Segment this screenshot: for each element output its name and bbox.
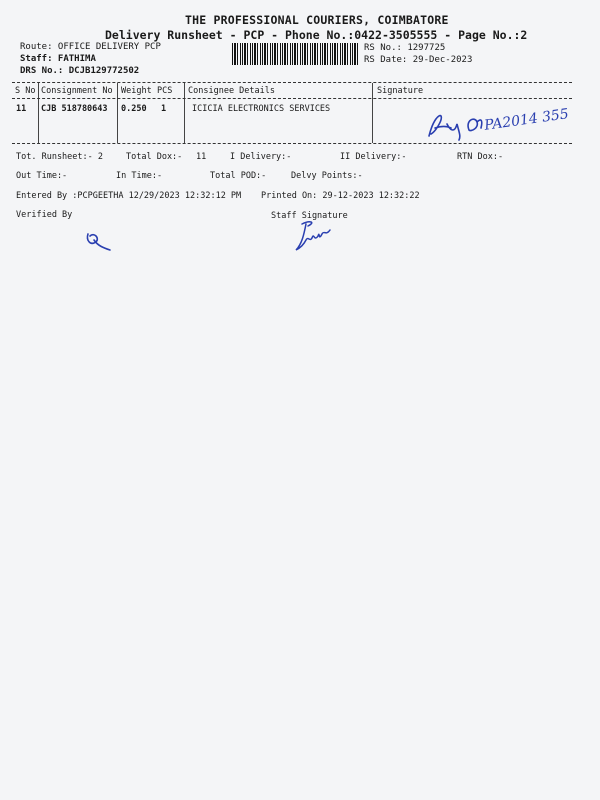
delvy-points: Delvy Points:- — [291, 171, 363, 181]
staff-signature — [292, 218, 338, 260]
table-top-rule — [12, 82, 572, 83]
col-header-pcs: PCS — [157, 86, 173, 96]
verifier-initial — [82, 230, 112, 256]
route-label: Route: OFFICE DELIVERY PCP — [20, 42, 161, 52]
company-title: THE PROFESSIONAL COURIERS, COIMBATORE — [185, 13, 449, 27]
cell-pcs: 1 — [161, 104, 167, 114]
cell-consignment: CJB 518780643 — [41, 104, 108, 114]
entered-by: Entered By :PCPGEETHA 12/29/2023 12:32:12 PM — [16, 191, 242, 201]
col-header-consignee: Consignee Details — [188, 86, 275, 96]
col-divider — [117, 83, 118, 143]
verified-by-label: Verified By — [16, 210, 73, 220]
out-time: Out Time:- — [16, 171, 68, 181]
printed-on: Printed On: 29-12-2023 12:32:22 — [261, 191, 420, 201]
cell-weight: 0.250 — [121, 104, 147, 114]
header-rule — [12, 98, 572, 99]
col-header-weight: Weight — [121, 86, 152, 96]
barcode — [232, 43, 358, 65]
col-divider — [184, 83, 185, 143]
drs-number: DRS No.: DCJB129772502 — [20, 66, 140, 76]
ii-delivery: II Delivery:- — [340, 152, 407, 162]
col-header-consignment: Consignment No — [41, 86, 113, 96]
col-divider — [38, 83, 39, 143]
runsheet-subtitle: Delivery Runsheet - PCP - Phone No.:0422-3505555 - Page No.:2 — [105, 28, 528, 42]
i-delivery: I Delivery:- — [230, 152, 292, 162]
rs-number: RS No.: 1297725 — [364, 43, 446, 53]
staff-signature-label: Staff Signature — [271, 211, 348, 221]
col-header-signature: Signature — [377, 86, 424, 96]
rtn-dox: RTN Dox:- — [457, 152, 504, 162]
cell-sno: 11 — [16, 104, 27, 114]
total-runsheet: Tot. Runsheet:- 2 — [16, 152, 103, 162]
staff-label: Staff: FATHIMA — [20, 54, 96, 64]
table-bottom-rule — [12, 143, 572, 144]
rs-date: RS Date: 29-Dec-2023 — [364, 55, 473, 65]
col-header-sno: S No — [15, 86, 36, 96]
col-divider — [372, 83, 373, 143]
total-dox-value: 11 — [196, 152, 207, 162]
in-time: In Time:- — [116, 171, 163, 181]
cell-consignee: ICICIA ELECTRONICS SERVICES — [192, 104, 331, 114]
signature-note: PA2014 355 — [483, 106, 570, 134]
total-pod: Total POD:- — [210, 171, 267, 181]
total-dox-label: Total Dox:- — [126, 152, 183, 162]
